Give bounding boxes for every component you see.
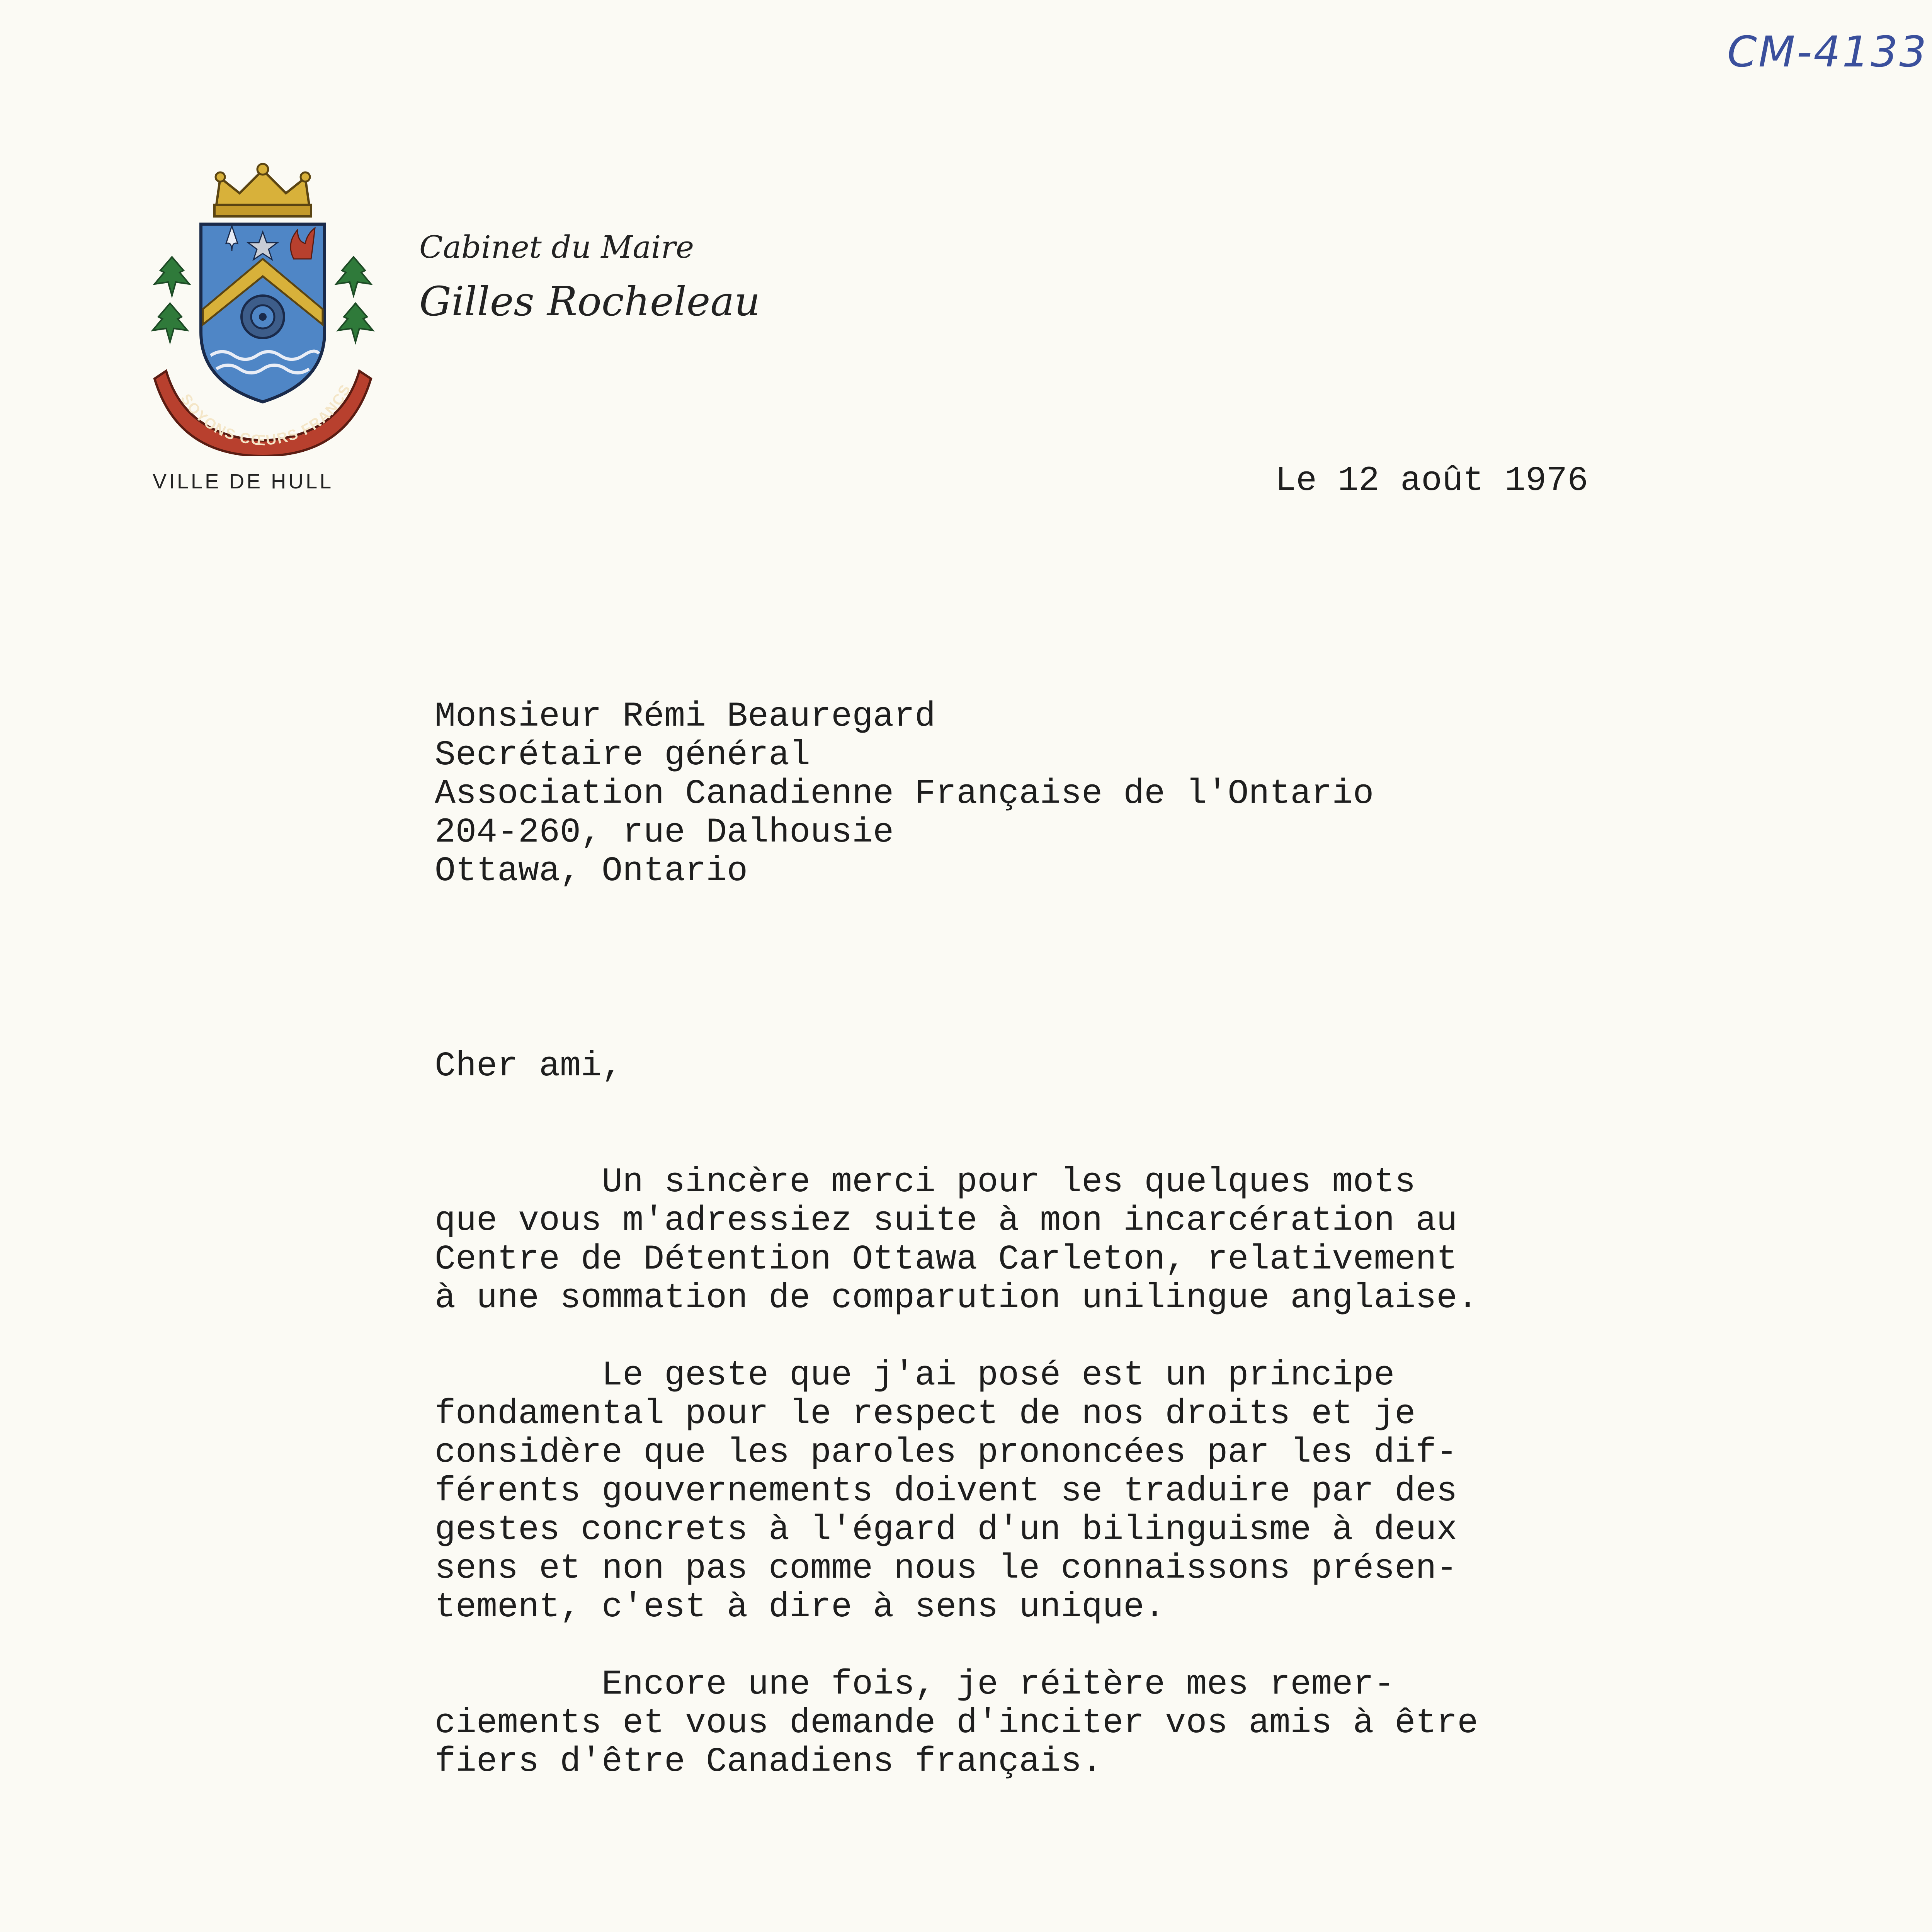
office-title: Cabinet du Maire — [419, 229, 694, 265]
body-paragraph-3: Encore une fois, je réitère mes remer- ciements et vous demande d'inciter vos amis à être fiers d'être Canadiens français. — [435, 1665, 1478, 1782]
recipient-organization: Association Canadienne Française de l'Ontario — [435, 774, 1374, 814]
recipient-street: 204-260, rue Dalhousie — [435, 813, 894, 852]
city-crest-icon — [139, 155, 386, 456]
office-heading — [419, 222, 760, 330]
body-paragraph-1: Un sincère merci pour les quelques mots que vous m'adressiez suite à mon incarcération au Centre de Détention Ottawa Carleton, relativement à une sommation de comparution unilingue anglaise. — [435, 1163, 1478, 1318]
recipient-title: Secrétaire général — [435, 736, 811, 775]
crown-icon — [214, 164, 311, 216]
recipient-address — [435, 697, 1374, 891]
crest-caption: VILLE DE HULL — [153, 470, 334, 493]
svg-text:SOYONS CŒURS FRANCS: SOYONS CŒURS FRANCS — [177, 381, 354, 449]
recipient-city: Ottawa, Ontario — [435, 852, 748, 891]
recipient-name: Monsieur Rémi Beauregard — [435, 697, 936, 736]
letter-date: Le 12 août 1976 — [1275, 461, 1588, 501]
archive-reference: CM-4133 — [1727, 27, 1928, 77]
salutation: Cher ami, — [435, 1047, 623, 1086]
body-paragraph-2: Le geste que j'ai posé est un principe fondamental pour le respect de nos droits et je considère que les paroles prononcées par les dif- férents gouvernements doivent se traduire par des gestes concrets à l'égard d'un bilinguisme à deux sens et non pas comme nous le connaissons présen- tement, c'est à dire à sens unique. — [435, 1356, 1458, 1627]
office-name: Gilles Rocheleau — [419, 278, 760, 325]
